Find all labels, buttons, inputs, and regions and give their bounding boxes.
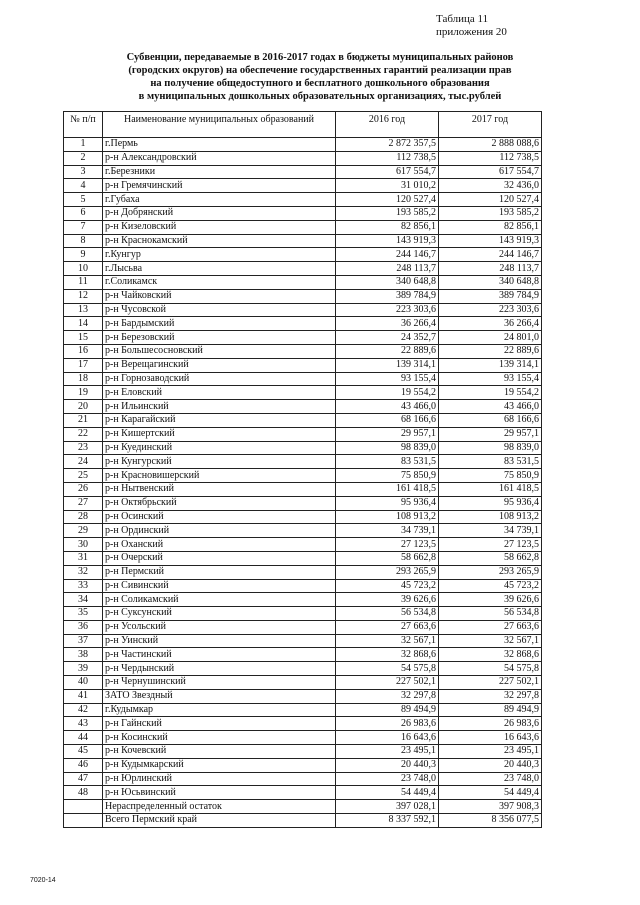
cell-2017: 32 436,0	[439, 179, 542, 193]
cell-number: 13	[64, 303, 103, 317]
cell-2017: 19 554,2	[439, 386, 542, 400]
cell-2017: 23 748,0	[439, 772, 542, 786]
cell-2017: 95 936,4	[439, 496, 542, 510]
cell-municipality: р-н Соликамский	[103, 593, 336, 607]
cell-2017: 27 123,5	[439, 538, 542, 552]
cell-2017: 293 265,9	[439, 565, 542, 579]
cell-2016: 22 889,6	[336, 344, 439, 358]
cell-municipality: г.Лысьва	[103, 262, 336, 276]
cell-2017: 244 146,7	[439, 248, 542, 262]
cell-number: 10	[64, 262, 103, 276]
cell-2016: 139 314,1	[336, 358, 439, 372]
table-row	[64, 400, 542, 414]
cell-municipality: р-н Усольский	[103, 620, 336, 634]
table-row	[64, 179, 542, 193]
cell-2016: 16 643,6	[336, 731, 439, 745]
cell-2016: 31 010,2	[336, 179, 439, 193]
cell-number: 14	[64, 317, 103, 331]
cell-municipality: г.Губаха	[103, 193, 336, 207]
cell-municipality: р-н Александровский	[103, 151, 336, 165]
footer-code: 7020-14	[30, 877, 56, 884]
cell-number: 18	[64, 372, 103, 386]
table-row	[64, 193, 542, 207]
cell-2016: 23 748,0	[336, 772, 439, 786]
cell-2016: 617 554,7	[336, 165, 439, 179]
cell-2016: 23 495,1	[336, 745, 439, 759]
cell-2016: 26 983,6	[336, 717, 439, 731]
table-row	[64, 703, 542, 717]
table-row	[64, 731, 542, 745]
cell-number: 6	[64, 206, 103, 220]
cell-municipality: р-н Кизеловский	[103, 220, 336, 234]
cell-municipality: р-н Чайковский	[103, 289, 336, 303]
table-row	[64, 206, 542, 220]
cell-number: 25	[64, 469, 103, 483]
cell-number: 42	[64, 703, 103, 717]
table-row	[64, 758, 542, 772]
cell-number: 20	[64, 400, 103, 414]
table-row	[64, 786, 542, 800]
cell-municipality: р-н Пермский	[103, 565, 336, 579]
cell-number: 32	[64, 565, 103, 579]
cell-number: 17	[64, 358, 103, 372]
cell-2017: 32 868,6	[439, 648, 542, 662]
cell-2016: 98 839,0	[336, 441, 439, 455]
cell-2017: 2 888 088,6	[439, 138, 542, 152]
cell-2017: 89 494,9	[439, 703, 542, 717]
cell-number: 3	[64, 165, 103, 179]
table-row	[64, 427, 542, 441]
cell-number: 29	[64, 524, 103, 538]
cell-2016: 248 113,7	[336, 262, 439, 276]
cell-number: 33	[64, 579, 103, 593]
table-row	[64, 220, 542, 234]
cell-municipality: р-н Суксунский	[103, 607, 336, 621]
cell-number: 43	[64, 717, 103, 731]
cell-2016: 89 494,9	[336, 703, 439, 717]
cell-number: 26	[64, 482, 103, 496]
table-row	[64, 303, 542, 317]
cell-2016: 19 554,2	[336, 386, 439, 400]
cell-2016: 83 531,5	[336, 455, 439, 469]
cell-2017: 83 531,5	[439, 455, 542, 469]
table-row	[64, 634, 542, 648]
table-row	[64, 800, 542, 814]
table-row	[64, 538, 542, 552]
cell-municipality: р-н Куединский	[103, 441, 336, 455]
table-row	[64, 551, 542, 565]
table-row	[64, 275, 542, 289]
cell-number: 36	[64, 620, 103, 634]
table-row	[64, 234, 542, 248]
cell-number: 40	[64, 676, 103, 690]
cell-number: 46	[64, 758, 103, 772]
cell-municipality: р-н Юсьвинский	[103, 786, 336, 800]
cell-2016: 244 146,7	[336, 248, 439, 262]
cell-2016: 143 919,3	[336, 234, 439, 248]
cell-municipality: р-н Ординский	[103, 524, 336, 538]
cell-2016: 82 856,1	[336, 220, 439, 234]
table-row	[64, 248, 542, 262]
cell-number	[64, 814, 103, 828]
cell-2016: 27 663,6	[336, 620, 439, 634]
table-row	[64, 262, 542, 276]
cell-municipality: г.Пермь	[103, 138, 336, 152]
cell-municipality: р-н Очерский	[103, 551, 336, 565]
cell-2017: 45 723,2	[439, 579, 542, 593]
table-row	[64, 772, 542, 786]
cell-municipality: Всего Пермский край	[103, 814, 336, 828]
cell-2017: 112 738,5	[439, 151, 542, 165]
cell-number: 45	[64, 745, 103, 759]
cell-municipality: р-н Косинский	[103, 731, 336, 745]
cell-2016: 93 155,4	[336, 372, 439, 386]
cell-2016: 24 352,7	[336, 331, 439, 345]
cell-2016: 39 626,6	[336, 593, 439, 607]
cell-number: 39	[64, 662, 103, 676]
title-line: на получение общедоступного и бесплатного дошкольного образования	[150, 78, 490, 89]
cell-number: 27	[64, 496, 103, 510]
cell-2017: 82 856,1	[439, 220, 542, 234]
cell-2016: 68 166,6	[336, 413, 439, 427]
column-header-2017: 2017 год	[439, 112, 542, 138]
cell-2017: 227 502,1	[439, 676, 542, 690]
cell-2017: 120 527,4	[439, 193, 542, 207]
cell-2016: 34 739,1	[336, 524, 439, 538]
cell-number: 12	[64, 289, 103, 303]
cell-municipality: р-н Октябрьский	[103, 496, 336, 510]
cell-2017: 397 908,3	[439, 800, 542, 814]
cell-number: 23	[64, 441, 103, 455]
cell-municipality: р-н Горнозаводский	[103, 372, 336, 386]
cell-number: 48	[64, 786, 103, 800]
cell-2017: 248 113,7	[439, 262, 542, 276]
table-row	[64, 138, 542, 152]
cell-2016: 36 266,4	[336, 317, 439, 331]
title-line: в муниципальных дошкольных образовательных организациях, тыс.рублей	[138, 91, 502, 102]
table-row	[64, 662, 542, 676]
cell-2016: 293 265,9	[336, 565, 439, 579]
cell-2017: 58 662,8	[439, 551, 542, 565]
table-row	[64, 386, 542, 400]
cell-number: 2	[64, 151, 103, 165]
cell-2017: 29 957,1	[439, 427, 542, 441]
table-row	[64, 317, 542, 331]
table-row	[64, 593, 542, 607]
cell-municipality: р-н Верещагинский	[103, 358, 336, 372]
table-row	[64, 469, 542, 483]
appendix-reference: приложения 20	[436, 26, 507, 38]
table-row	[64, 648, 542, 662]
cell-2017: 161 418,5	[439, 482, 542, 496]
cell-2016: 2 872 357,5	[336, 138, 439, 152]
cell-municipality: р-н Сивинский	[103, 579, 336, 593]
cell-2016: 227 502,1	[336, 676, 439, 690]
subventions-table	[63, 111, 542, 828]
cell-municipality: р-н Добрянский	[103, 206, 336, 220]
cell-2017: 39 626,6	[439, 593, 542, 607]
cell-number: 24	[64, 455, 103, 469]
cell-2016: 193 585,2	[336, 206, 439, 220]
cell-2017: 68 166,6	[439, 413, 542, 427]
cell-2017: 56 534,8	[439, 607, 542, 621]
cell-number: 21	[64, 413, 103, 427]
cell-2017: 340 648,8	[439, 275, 542, 289]
table-row	[64, 689, 542, 703]
table-row	[64, 358, 542, 372]
cell-2017: 26 983,6	[439, 717, 542, 731]
cell-2016: 32 567,1	[336, 634, 439, 648]
cell-municipality: р-н Кунгурский	[103, 455, 336, 469]
cell-2016: 340 648,8	[336, 275, 439, 289]
cell-number: 7	[64, 220, 103, 234]
cell-municipality: р-н Березовский	[103, 331, 336, 345]
cell-2016: 223 303,6	[336, 303, 439, 317]
cell-number: 37	[64, 634, 103, 648]
cell-municipality: р-н Краснокамский	[103, 234, 336, 248]
cell-2016: 161 418,5	[336, 482, 439, 496]
cell-2017: 27 663,6	[439, 620, 542, 634]
cell-2016: 32 297,8	[336, 689, 439, 703]
cell-2016: 108 913,2	[336, 510, 439, 524]
table-row	[64, 344, 542, 358]
cell-number: 30	[64, 538, 103, 552]
cell-2016: 389 784,9	[336, 289, 439, 303]
cell-municipality: р-н Юрлинский	[103, 772, 336, 786]
cell-2016: 8 337 592,1	[336, 814, 439, 828]
cell-municipality: р-н Уинский	[103, 634, 336, 648]
cell-municipality: р-н Кудымкарский	[103, 758, 336, 772]
table-row	[64, 717, 542, 731]
cell-municipality: Нераспределенный остаток	[103, 800, 336, 814]
cell-municipality: г.Кунгур	[103, 248, 336, 262]
cell-municipality: г.Соликамск	[103, 275, 336, 289]
cell-municipality: р-н Оханский	[103, 538, 336, 552]
cell-2017: 617 554,7	[439, 165, 542, 179]
table-row	[64, 579, 542, 593]
cell-2017: 8 356 077,5	[439, 814, 542, 828]
cell-2016: 95 936,4	[336, 496, 439, 510]
cell-2017: 36 266,4	[439, 317, 542, 331]
cell-2017: 93 155,4	[439, 372, 542, 386]
table-row	[64, 441, 542, 455]
cell-2017: 43 466,0	[439, 400, 542, 414]
cell-municipality: р-н Гремячинский	[103, 179, 336, 193]
cell-2017: 24 801,0	[439, 331, 542, 345]
cell-2016: 54 575,8	[336, 662, 439, 676]
cell-municipality: р-н Кочевский	[103, 745, 336, 759]
cell-2017: 20 440,3	[439, 758, 542, 772]
cell-municipality: р-н Чусовской	[103, 303, 336, 317]
cell-number: 1	[64, 138, 103, 152]
cell-number: 44	[64, 731, 103, 745]
cell-2017: 34 739,1	[439, 524, 542, 538]
table-row	[64, 565, 542, 579]
cell-2017: 16 643,6	[439, 731, 542, 745]
cell-municipality: р-н Гайнский	[103, 717, 336, 731]
cell-2017: 223 303,6	[439, 303, 542, 317]
cell-municipality: г.Кудымкар	[103, 703, 336, 717]
cell-2016: 45 723,2	[336, 579, 439, 593]
cell-2017: 143 919,3	[439, 234, 542, 248]
cell-2017: 22 889,6	[439, 344, 542, 358]
table-row	[64, 607, 542, 621]
table-row	[64, 524, 542, 538]
cell-2016: 75 850,9	[336, 469, 439, 483]
cell-number: 47	[64, 772, 103, 786]
table-row	[64, 372, 542, 386]
cell-2016: 32 868,6	[336, 648, 439, 662]
cell-2016: 397 028,1	[336, 800, 439, 814]
cell-number: 15	[64, 331, 103, 345]
table-row	[64, 413, 542, 427]
cell-number: 5	[64, 193, 103, 207]
cell-2016: 43 466,0	[336, 400, 439, 414]
column-header-2016: 2016 год	[336, 112, 439, 138]
table-header-row	[64, 112, 542, 138]
cell-2016: 29 957,1	[336, 427, 439, 441]
cell-number: 16	[64, 344, 103, 358]
cell-number: 8	[64, 234, 103, 248]
cell-municipality: г.Березники	[103, 165, 336, 179]
title-line: Субвенции, передаваемые в 2016-2017 годах в бюджеты муниципальных районов	[126, 52, 514, 63]
cell-2016: 120 527,4	[336, 193, 439, 207]
cell-municipality: р-н Карагайский	[103, 413, 336, 427]
cell-number: 11	[64, 275, 103, 289]
cell-2016: 20 440,3	[336, 758, 439, 772]
cell-municipality: р-н Чернушинский	[103, 676, 336, 690]
cell-municipality: р-н Ильинский	[103, 400, 336, 414]
table-row	[64, 745, 542, 759]
cell-municipality: р-н Большесосновский	[103, 344, 336, 358]
cell-number	[64, 800, 103, 814]
cell-2017: 193 585,2	[439, 206, 542, 220]
cell-2016: 58 662,8	[336, 551, 439, 565]
cell-number: 22	[64, 427, 103, 441]
cell-2017: 54 449,4	[439, 786, 542, 800]
cell-2017: 108 913,2	[439, 510, 542, 524]
column-header-name: Наименование муниципальных образований	[103, 112, 336, 138]
cell-number: 41	[64, 689, 103, 703]
cell-2017: 54 575,8	[439, 662, 542, 676]
cell-municipality: р-н Частинский	[103, 648, 336, 662]
cell-municipality: р-н Чердынский	[103, 662, 336, 676]
cell-2017: 32 297,8	[439, 689, 542, 703]
cell-number: 4	[64, 179, 103, 193]
table-row	[64, 620, 542, 634]
cell-2017: 139 314,1	[439, 358, 542, 372]
cell-municipality: р-н Кишертский	[103, 427, 336, 441]
cell-number: 38	[64, 648, 103, 662]
cell-2017: 389 784,9	[439, 289, 542, 303]
cell-number: 35	[64, 607, 103, 621]
cell-municipality: р-н Бардымский	[103, 317, 336, 331]
table-row	[64, 289, 542, 303]
cell-2016: 56 534,8	[336, 607, 439, 621]
column-header-number: № п/п	[64, 112, 103, 138]
table-row	[64, 814, 542, 828]
cell-municipality: ЗАТО Звездный	[103, 689, 336, 703]
cell-municipality: р-н Нытвенский	[103, 482, 336, 496]
table-row	[64, 331, 542, 345]
cell-number: 34	[64, 593, 103, 607]
cell-2016: 112 738,5	[336, 151, 439, 165]
table-row	[64, 496, 542, 510]
cell-2017: 23 495,1	[439, 745, 542, 759]
cell-2017: 98 839,0	[439, 441, 542, 455]
table-body	[64, 138, 542, 828]
cell-municipality: р-н Осинский	[103, 510, 336, 524]
cell-2017: 75 850,9	[439, 469, 542, 483]
cell-municipality: р-н Еловский	[103, 386, 336, 400]
cell-number: 28	[64, 510, 103, 524]
cell-number: 31	[64, 551, 103, 565]
document-title	[70, 51, 570, 103]
cell-number: 9	[64, 248, 103, 262]
table-row	[64, 676, 542, 690]
cell-2016: 27 123,5	[336, 538, 439, 552]
table-row	[64, 510, 542, 524]
document-reference	[436, 13, 507, 39]
cell-number: 19	[64, 386, 103, 400]
table-row	[64, 482, 542, 496]
cell-2016: 54 449,4	[336, 786, 439, 800]
title-line: (городских округов) на обеспечение государственных гарантий реализации прав	[128, 65, 512, 76]
table-row	[64, 165, 542, 179]
cell-municipality: р-н Красновишерский	[103, 469, 336, 483]
table-row	[64, 455, 542, 469]
cell-2017: 32 567,1	[439, 634, 542, 648]
table-reference: Таблица 11	[436, 13, 489, 25]
table-row	[64, 151, 542, 165]
